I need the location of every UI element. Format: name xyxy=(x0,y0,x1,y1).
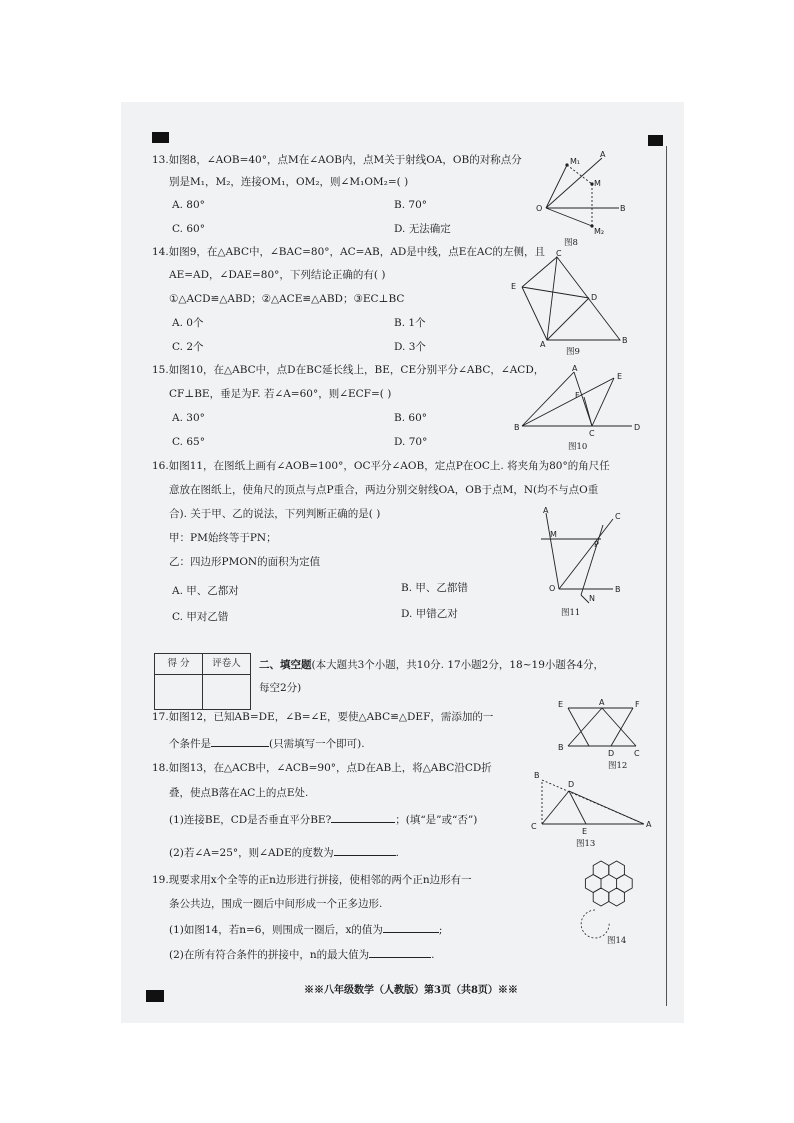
q14-stem-line2: AE=AD，∠DAE=80°，下列结论正确的有( ) xyxy=(169,269,386,281)
q18-part2-end: . xyxy=(395,847,399,859)
section2-title xyxy=(259,658,604,672)
fig10-label-c: C xyxy=(589,429,595,438)
q15-option-d: D. 70° xyxy=(394,436,428,448)
q16-option-a: A. 甲、乙都对 xyxy=(172,585,239,597)
q16-option-d: D. 甲错乙对 xyxy=(401,608,458,620)
fig13-label-e: E xyxy=(582,827,588,836)
q16-option-b: B. 甲、乙都错 xyxy=(401,582,468,594)
figure-10 xyxy=(514,364,644,454)
fig9-label-c: C xyxy=(556,249,562,258)
figure-14 xyxy=(571,852,661,947)
fig14-caption: 图14 xyxy=(607,936,627,946)
fig11-label-a: A xyxy=(543,506,549,515)
q17-stem-line2 xyxy=(169,737,365,751)
figure-8 xyxy=(534,148,629,248)
q18-stem-line1: 18.如图13，在△ACB中，∠ACB=90°，点D在AB上，将△ABC沿CD折 xyxy=(152,762,492,774)
fig10-label-e: E xyxy=(617,372,623,381)
fig13-label-c: C xyxy=(531,822,537,831)
fig11-label-o: O xyxy=(549,584,556,593)
fig10-label-f: F xyxy=(575,391,580,400)
section2-heading: 二、填空题 xyxy=(259,659,312,671)
q16-statement-jia: 甲：PM始终等于PN； xyxy=(169,532,277,544)
fig8-label-a: A xyxy=(600,150,606,159)
q19-part2-text: (2)在所有符合条件的拼接中，n的最大值为 xyxy=(169,949,370,961)
q16-stem-line2: 意放在图纸上，使角尺的顶点与点P重合，两边分别交射线OA，OB于点M，N(均不与点O重 xyxy=(169,484,599,496)
fig9-label-a: A xyxy=(540,340,546,349)
q17-answer-blank[interactable] xyxy=(211,746,269,747)
q18-part2 xyxy=(169,846,399,860)
q14-stem-line3: ①△ACD≌△ABD；②△ACE≌△ABD；③EC⊥BC xyxy=(169,293,405,305)
fig8-label-m: M xyxy=(594,179,601,188)
q16-option-c: C. 甲对乙错 xyxy=(172,611,229,623)
fig13-label-d: D xyxy=(568,780,575,789)
fig10-label-a: A xyxy=(572,364,578,373)
exam-page xyxy=(121,102,684,1023)
q14-option-d: D. 3个 xyxy=(394,341,426,353)
q14-option-b: B. 1个 xyxy=(394,317,426,329)
figure-12 xyxy=(554,694,644,772)
section2-description-cont: 每空2分) xyxy=(259,682,302,694)
q16-statement-yi: 乙：四边形PMON的面积为定值 xyxy=(169,556,321,568)
fig11-label-c: C xyxy=(615,512,621,521)
q13-option-b: B. 70° xyxy=(394,199,428,211)
fig12-label-a: A xyxy=(599,698,605,707)
hexagon-4 xyxy=(609,888,625,906)
q13-option-a: A. 80° xyxy=(172,199,205,211)
q16-stem-line3: 合). 关于甲、乙的说法，下列判断正确的是( ) xyxy=(169,508,381,520)
fig13-label-a: A xyxy=(646,820,652,829)
fig9-label-d: D xyxy=(591,293,598,302)
binding-line xyxy=(666,146,667,1006)
fig10-label-b: B xyxy=(514,423,520,432)
q19-part1-text: (1)如图14，若n=6，则围成一圈后，x的值为 xyxy=(169,924,383,936)
q13-option-d: D. 无法确定 xyxy=(394,223,451,235)
q18-part1 xyxy=(169,813,477,827)
fig12-label-d: D xyxy=(608,749,615,758)
q15-option-c: C. 65° xyxy=(172,436,205,448)
fig12-label-e: E xyxy=(558,700,564,709)
fig13-caption: 图13 xyxy=(576,839,596,849)
fig8-label-o: O xyxy=(536,204,543,213)
fig11-label-m: M xyxy=(550,530,557,539)
fig13-label-b: B xyxy=(534,771,540,780)
grader-cell[interactable] xyxy=(203,675,251,710)
fig12-caption: 图12 xyxy=(608,761,628,771)
q19-part1-end: ; xyxy=(438,924,443,936)
fig12-label-b: B xyxy=(558,743,564,752)
q19-part2-answer-blank[interactable] xyxy=(369,957,431,958)
q19-part2-end: . xyxy=(431,949,435,961)
fig8-label-b: B xyxy=(620,204,626,213)
fig12-label-c: C xyxy=(634,749,640,758)
q19-part2 xyxy=(169,948,434,962)
q17-stem-line1: 17.如图12，已知AB=DE，∠B=∠E，要使△ABC≌△DEF，需添加的一 xyxy=(152,711,494,723)
q19-part1 xyxy=(169,923,442,937)
fig10-label-d: D xyxy=(634,423,641,432)
score-box xyxy=(154,653,251,710)
section2-description: (本大题共3个小题，共10分. 17小题2分，18~19小题各4分， xyxy=(311,659,605,671)
q13-stem-line2: 别是M₁，M₂，连接OM₁，OM₂，则∠M₁OM₂=( ) xyxy=(169,176,409,188)
fig11-caption: 图11 xyxy=(561,608,581,618)
q15-stem-line2: CF⊥BE，垂足为F. 若∠A=60°，则∠ECF=( ) xyxy=(169,388,392,400)
fig9-label-b: B xyxy=(622,336,628,345)
page-footer: ※※八年级数学（人教版）第3页（共8页）※※ xyxy=(304,985,518,996)
fig8-caption: 图8 xyxy=(564,238,578,248)
q18-part1-answer-blank[interactable] xyxy=(331,822,395,823)
q13-option-c: C. 60° xyxy=(172,223,205,235)
figure-11 xyxy=(531,507,626,622)
q17-stem-text: 个条件是 xyxy=(169,738,211,750)
q19-stem-line2: 条公共边，围成一圈后中间形成一个正多边形. xyxy=(169,898,383,910)
q18-part2-text: (2)若∠A=25°，则∠ADE的度数为 xyxy=(169,847,334,859)
fig12-label-f: F xyxy=(635,700,640,709)
q14-stem-line1: 14.如图9，在△ABC中，∠BAC=80°，AC=AB，AD是中线，点E在AC的左侧，且 xyxy=(152,246,546,258)
q13-stem-line1: 13.如图8，∠AOB=40°，点M在∠AOB内，点M关于射线OA，OB的对称点分 xyxy=(152,154,522,166)
q17-stem-note: (只需填写一个即可). xyxy=(269,738,365,750)
q19-stem-line1: 19.现要求用x个全等的正n边形进行拼接，使相邻的两个正n边形有一 xyxy=(152,874,472,886)
corner-mark-top-right xyxy=(648,135,663,146)
q18-stem-line2: 叠，使点B落在AC上的点E处. xyxy=(169,787,309,799)
q14-option-a: A. 0个 xyxy=(172,317,204,329)
score-cell[interactable] xyxy=(155,675,203,710)
fig9-caption: 图9 xyxy=(566,347,580,357)
q16-stem-line1: 16.如图11，在图纸上画有∠AOB=100°，OC平分∠AOB，定点P在OC上. 将夹角为80°的角尺任 xyxy=(152,460,610,472)
q15-option-a: A. 30° xyxy=(172,412,205,424)
fig11-label-p: P xyxy=(594,540,599,549)
q19-part1-answer-blank[interactable] xyxy=(383,932,439,933)
hexagon-6 xyxy=(585,875,601,893)
fig8-label-m1: M₁ xyxy=(570,157,581,166)
fig8-label-m2: M₂ xyxy=(594,227,605,236)
fig11-label-b: B xyxy=(615,585,621,594)
figure-13 xyxy=(526,766,651,856)
q18-part1-text: (1)连接BE，CD是否垂直平分BE? xyxy=(169,814,332,826)
fig11-label-n: N xyxy=(589,594,595,603)
fig9-label-e: E xyxy=(511,282,517,291)
q15-option-b: B. 60° xyxy=(394,412,428,424)
q18-part2-answer-blank[interactable] xyxy=(334,855,396,856)
fig10-caption: 图10 xyxy=(568,442,588,452)
grader-header: 评卷人 xyxy=(203,654,251,675)
corner-mark-top-left xyxy=(152,132,169,143)
score-header: 得 分 xyxy=(155,654,203,675)
figure-9 xyxy=(508,250,633,360)
q14-option-c: C. 2个 xyxy=(172,341,204,353)
q15-stem-line1: 15.如图10，在△ABC中，点D在BC延长线上，BE，CE分别平分∠ABC，∠ACD， xyxy=(152,364,545,376)
q18-part1-note: ；(填“是”或“否”) xyxy=(395,814,478,826)
corner-mark-bottom-left xyxy=(146,990,164,1002)
